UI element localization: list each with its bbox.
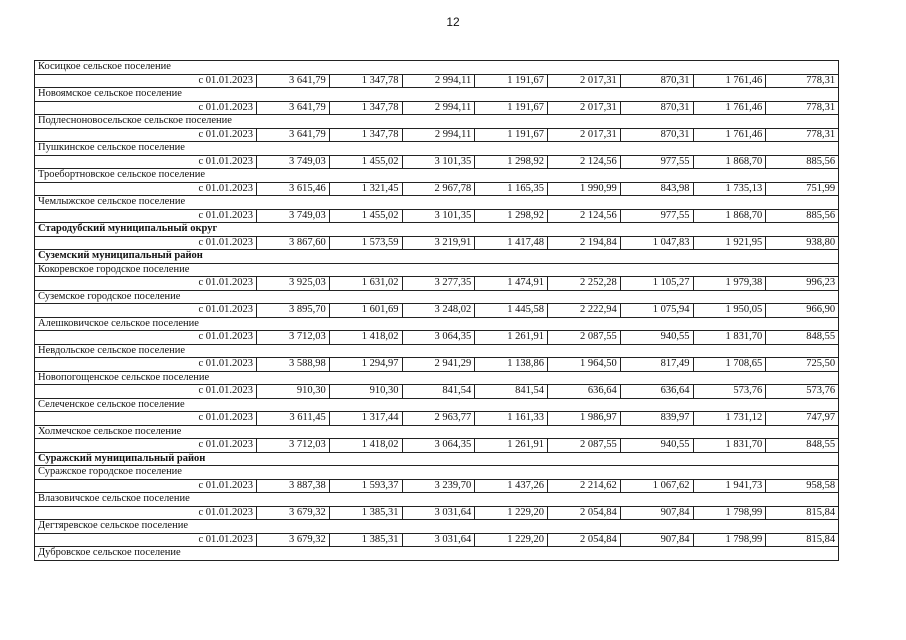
- tariff-row: [35, 479, 839, 493]
- tariff-value: 1 321,45: [329, 182, 402, 196]
- tariff-row: [35, 209, 839, 223]
- tariff-value: 1 437,26: [475, 479, 548, 493]
- tariff-value: 885,56: [766, 209, 839, 223]
- settlement-row: [35, 263, 839, 277]
- tariff-value: 1 317,44: [329, 412, 402, 426]
- settlement-row: [35, 290, 839, 304]
- tariff-row: [35, 385, 839, 399]
- tariff-value: 1 165,35: [475, 182, 548, 196]
- tariff-value: 1 418,02: [329, 439, 402, 453]
- tariff-value: 778,31: [766, 101, 839, 115]
- tariff-value: 2 124,56: [548, 209, 621, 223]
- tariff-value: 3 887,38: [257, 479, 330, 493]
- tariff-value: 2 214,62: [548, 479, 621, 493]
- tariff-value: 1 731,12: [693, 412, 766, 426]
- tariff-value: 1 229,20: [475, 533, 548, 547]
- effective-date: с 01.01.2023: [35, 155, 257, 169]
- tariff-value: 977,55: [620, 155, 693, 169]
- tariff-value: 1 261,91: [475, 331, 548, 345]
- settlement-row: [35, 547, 839, 561]
- tariff-row: [35, 331, 839, 345]
- settlement-name: Косицкое сельское поселение: [35, 61, 839, 75]
- tariff-value: 870,31: [620, 101, 693, 115]
- settlement-row: [35, 61, 839, 75]
- tariff-row: [35, 412, 839, 426]
- tariff-value: 1 385,31: [329, 533, 402, 547]
- effective-date: с 01.01.2023: [35, 479, 257, 493]
- settlement-row: [35, 371, 839, 385]
- tariff-value: 2 222,94: [548, 304, 621, 318]
- tariff-value: 910,30: [257, 385, 330, 399]
- tariff-value: 2 054,84: [548, 506, 621, 520]
- effective-date: с 01.01.2023: [35, 277, 257, 291]
- tariff-row: [35, 439, 839, 453]
- tariff-value: 1 761,46: [693, 74, 766, 88]
- tariff-value: 3 101,35: [402, 155, 475, 169]
- tariff-value: 3 641,79: [257, 74, 330, 88]
- tariff-value: 1 385,31: [329, 506, 402, 520]
- tariff-value: 2 967,78: [402, 182, 475, 196]
- tariff-value: 3 239,70: [402, 479, 475, 493]
- tariff-value: 958,58: [766, 479, 839, 493]
- tariff-value: 3 749,03: [257, 155, 330, 169]
- tariff-value: 1 047,83: [620, 236, 693, 250]
- settlement-row: [35, 398, 839, 412]
- tariff-value: 778,31: [766, 128, 839, 142]
- tariff-value: 885,56: [766, 155, 839, 169]
- tariff-value: 940,55: [620, 439, 693, 453]
- tariff-table: [34, 60, 839, 561]
- tariff-value: 747,97: [766, 412, 839, 426]
- settlement-name: Холмечское сельское поселение: [35, 425, 839, 439]
- settlement-name: Суземское городское поселение: [35, 290, 839, 304]
- district-row: [35, 223, 839, 237]
- tariff-value: 751,99: [766, 182, 839, 196]
- tariff-value: 841,54: [475, 385, 548, 399]
- settlement-row: [35, 493, 839, 507]
- tariff-value: 1 455,02: [329, 155, 402, 169]
- settlement-name: Новопогощенское сельское поселение: [35, 371, 839, 385]
- tariff-value: 1 191,67: [475, 101, 548, 115]
- settlement-row: [35, 88, 839, 102]
- tariff-row: [35, 182, 839, 196]
- tariff-value: 3 101,35: [402, 209, 475, 223]
- settlement-name: Дубровское сельское поселение: [35, 547, 839, 561]
- effective-date: с 01.01.2023: [35, 74, 257, 88]
- settlement-name: Новоямское сельское поселение: [35, 88, 839, 102]
- tariff-row: [35, 74, 839, 88]
- tariff-row: [35, 101, 839, 115]
- tariff-value: 1 593,37: [329, 479, 402, 493]
- tariff-value: 1 294,97: [329, 358, 402, 372]
- district-name: Суражский муниципальный район: [35, 452, 839, 466]
- tariff-value: 966,90: [766, 304, 839, 318]
- tariff-value: 815,84: [766, 533, 839, 547]
- settlement-name: Суражское городское поселение: [35, 466, 839, 480]
- tariff-value: 870,31: [620, 128, 693, 142]
- tariff-value: 3 712,03: [257, 439, 330, 453]
- tariff-value: 1 298,92: [475, 209, 548, 223]
- settlement-name: Троебортновское сельское поселение: [35, 169, 839, 183]
- settlement-row: [35, 196, 839, 210]
- tariff-value: 2 994,11: [402, 128, 475, 142]
- tariff-value: 1 191,67: [475, 128, 548, 142]
- settlement-name: Чемлыжское сельское поселение: [35, 196, 839, 210]
- tariff-value: 907,84: [620, 533, 693, 547]
- effective-date: с 01.01.2023: [35, 236, 257, 250]
- tariff-value: 1 067,62: [620, 479, 693, 493]
- tariff-value: 870,31: [620, 74, 693, 88]
- tariff-value: 1 708,65: [693, 358, 766, 372]
- tariff-value: 843,98: [620, 182, 693, 196]
- tariff-value: 1 868,70: [693, 155, 766, 169]
- tariff-value: 2 087,55: [548, 439, 621, 453]
- tariff-value: 1 445,58: [475, 304, 548, 318]
- settlement-row: [35, 344, 839, 358]
- tariff-value: 2 017,31: [548, 74, 621, 88]
- tariff-value: 1 986,97: [548, 412, 621, 426]
- tariff-value: 940,55: [620, 331, 693, 345]
- tariff-value: 1 573,59: [329, 236, 402, 250]
- tariff-value: 778,31: [766, 74, 839, 88]
- tariff-value: 1 831,70: [693, 331, 766, 345]
- tariff-value: 573,76: [766, 385, 839, 399]
- tariff-value: 1 347,78: [329, 101, 402, 115]
- tariff-value: 3 031,64: [402, 533, 475, 547]
- effective-date: с 01.01.2023: [35, 304, 257, 318]
- tariff-value: 3 248,02: [402, 304, 475, 318]
- tariff-value: 2 054,84: [548, 533, 621, 547]
- tariff-row: [35, 533, 839, 547]
- effective-date: с 01.01.2023: [35, 385, 257, 399]
- tariff-value: 1 631,02: [329, 277, 402, 291]
- tariff-value: 1 761,46: [693, 101, 766, 115]
- settlement-name: Подлесноновосельское сельское поселение: [35, 115, 839, 129]
- settlement-row: [35, 425, 839, 439]
- tariff-value: 2 963,77: [402, 412, 475, 426]
- tariff-value: 996,23: [766, 277, 839, 291]
- settlement-name: Алешковичское сельское поселение: [35, 317, 839, 331]
- district-row: [35, 250, 839, 264]
- tariff-value: 817,49: [620, 358, 693, 372]
- effective-date: с 01.01.2023: [35, 439, 257, 453]
- tariff-value: 907,84: [620, 506, 693, 520]
- page-number: 12: [446, 15, 460, 29]
- tariff-value: 1 831,70: [693, 439, 766, 453]
- tariff-value: 1 347,78: [329, 74, 402, 88]
- tariff-value: 1 347,78: [329, 128, 402, 142]
- tariff-value: 1 964,50: [548, 358, 621, 372]
- tariff-value: 1 261,91: [475, 439, 548, 453]
- tariff-value: 3 925,03: [257, 277, 330, 291]
- tariff-value: 815,84: [766, 506, 839, 520]
- tariff-value: 1 798,99: [693, 533, 766, 547]
- tariff-value: 1 950,05: [693, 304, 766, 318]
- settlement-row: [35, 115, 839, 129]
- tariff-value: 1 418,02: [329, 331, 402, 345]
- district-name: Стародубский муниципальный округ: [35, 223, 839, 237]
- settlement-name: Влазовичское сельское поселение: [35, 493, 839, 507]
- tariff-row: [35, 155, 839, 169]
- tariff-value: 3 679,32: [257, 533, 330, 547]
- tariff-value: 1 298,92: [475, 155, 548, 169]
- tariff-value: 1 105,27: [620, 277, 693, 291]
- tariff-value: 3 867,60: [257, 236, 330, 250]
- tariff-value: 2 994,11: [402, 101, 475, 115]
- tariff-row: [35, 304, 839, 318]
- tariff-row: [35, 358, 839, 372]
- tariff-value: 3 641,79: [257, 101, 330, 115]
- tariff-value: 3 064,35: [402, 439, 475, 453]
- effective-date: с 01.01.2023: [35, 209, 257, 223]
- tariff-row: [35, 506, 839, 520]
- tariff-value: 1 229,20: [475, 506, 548, 520]
- settlement-name: Дегтяревское сельское поселение: [35, 520, 839, 534]
- tariff-value: 3 712,03: [257, 331, 330, 345]
- tariff-row: [35, 236, 839, 250]
- tariff-value: 3 219,91: [402, 236, 475, 250]
- tariff-value: 3 749,03: [257, 209, 330, 223]
- tariff-value: 2 994,11: [402, 74, 475, 88]
- tariff-value: 3 641,79: [257, 128, 330, 142]
- tariff-value: 1 455,02: [329, 209, 402, 223]
- tariff-value: 2 017,31: [548, 128, 621, 142]
- tariff-value: 848,55: [766, 439, 839, 453]
- tariff-value: 1 761,46: [693, 128, 766, 142]
- tariff-value: 2 194,84: [548, 236, 621, 250]
- tariff-value: 3 895,70: [257, 304, 330, 318]
- effective-date: с 01.01.2023: [35, 128, 257, 142]
- tariff-value: 1 979,38: [693, 277, 766, 291]
- tariff-value: 841,54: [402, 385, 475, 399]
- effective-date: с 01.01.2023: [35, 533, 257, 547]
- tariff-value: 1 161,33: [475, 412, 548, 426]
- tariff-value: 3 277,35: [402, 277, 475, 291]
- tariff-value: 725,50: [766, 358, 839, 372]
- tariff-value: 3 064,35: [402, 331, 475, 345]
- tariff-value: 3 031,64: [402, 506, 475, 520]
- tariff-table-body: [35, 61, 839, 561]
- tariff-value: 1 798,99: [693, 506, 766, 520]
- tariff-value: 3 615,46: [257, 182, 330, 196]
- tariff-value: 2 124,56: [548, 155, 621, 169]
- effective-date: с 01.01.2023: [35, 331, 257, 345]
- tariff-value: 3 588,98: [257, 358, 330, 372]
- district-name: Суземский муниципальный район: [35, 250, 839, 264]
- tariff-value: 1 191,67: [475, 74, 548, 88]
- settlement-row: [35, 142, 839, 156]
- settlement-row: [35, 520, 839, 534]
- settlement-name: Селеченское сельское поселение: [35, 398, 839, 412]
- settlement-row: [35, 466, 839, 480]
- effective-date: с 01.01.2023: [35, 358, 257, 372]
- tariff-value: 1 941,73: [693, 479, 766, 493]
- effective-date: с 01.01.2023: [35, 412, 257, 426]
- tariff-value: 848,55: [766, 331, 839, 345]
- settlement-name: Пушкинское сельское поселение: [35, 142, 839, 156]
- tariff-row: [35, 128, 839, 142]
- tariff-value: 3 611,45: [257, 412, 330, 426]
- settlement-row: [35, 317, 839, 331]
- tariff-value: 573,76: [693, 385, 766, 399]
- tariff-value: 938,80: [766, 236, 839, 250]
- effective-date: с 01.01.2023: [35, 506, 257, 520]
- settlement-name: Невдольское сельское поселение: [35, 344, 839, 358]
- tariff-value: 2 252,28: [548, 277, 621, 291]
- tariff-value: 1 138,86: [475, 358, 548, 372]
- tariff-value: 2 017,31: [548, 101, 621, 115]
- tariff-row: [35, 277, 839, 291]
- tariff-value: 910,30: [329, 385, 402, 399]
- tariff-value: 2 087,55: [548, 331, 621, 345]
- tariff-value: 1 075,94: [620, 304, 693, 318]
- tariff-value: 1 474,91: [475, 277, 548, 291]
- tariff-value: 636,64: [548, 385, 621, 399]
- tariff-value: 977,55: [620, 209, 693, 223]
- tariff-value: 636,64: [620, 385, 693, 399]
- tariff-value: 839,97: [620, 412, 693, 426]
- settlement-row: [35, 169, 839, 183]
- tariff-value: 3 679,32: [257, 506, 330, 520]
- tariff-value: 1 417,48: [475, 236, 548, 250]
- settlement-name: Кокоревское городское поселение: [35, 263, 839, 277]
- tariff-value: 2 941,29: [402, 358, 475, 372]
- tariff-value: 1 921,95: [693, 236, 766, 250]
- tariff-value: 1 735,13: [693, 182, 766, 196]
- tariff-value: 1 990,99: [548, 182, 621, 196]
- effective-date: с 01.01.2023: [35, 101, 257, 115]
- effective-date: с 01.01.2023: [35, 182, 257, 196]
- tariff-value: 1 601,69: [329, 304, 402, 318]
- tariff-value: 1 868,70: [693, 209, 766, 223]
- district-row: [35, 452, 839, 466]
